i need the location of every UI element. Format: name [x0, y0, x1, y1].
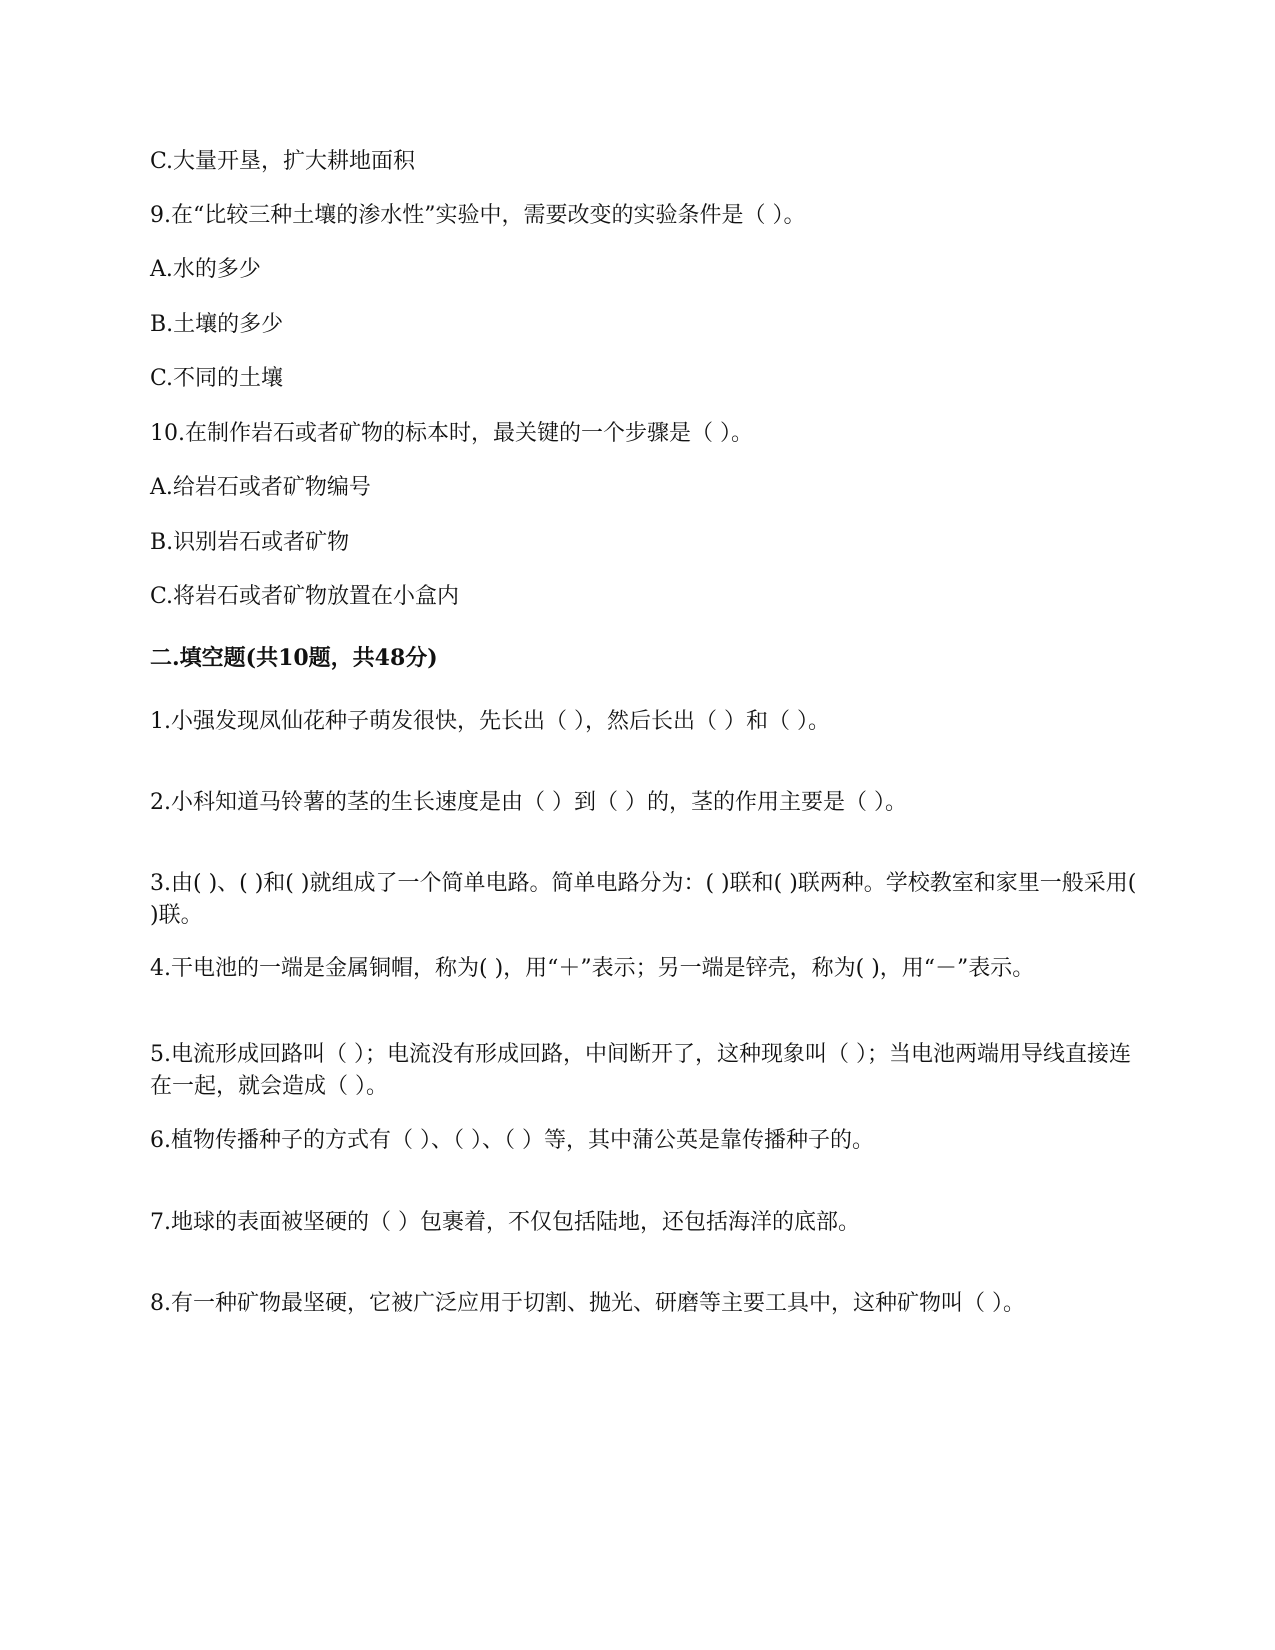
fill-q5: 5.电流形成回路叫（ ）；电流没有形成回路，中间断开了，这种现象叫（ ）；当电池两端用导线直接连在一起，就会造成（ ）。	[150, 1042, 1131, 1099]
q9-stem: 9.在“比较三种土壤的渗水性”实验中，需要改变的实验条件是（ ）。	[150, 203, 806, 228]
fill-q1: 1.小强发现凤仙花种子萌发很快，先长出（ ），然后长出（ ）和（ ）。	[150, 709, 830, 734]
q10-option-a: A.给岩石或者矿物编号	[150, 475, 371, 500]
fill-q6: 6.植物传播种子的方式有（ ）、（ ）、（ ）等，其中蒲公英是靠传播种子的。	[150, 1128, 874, 1153]
q10-option-c: C.将岩石或者矿物放置在小盒内	[150, 584, 460, 609]
fill-q8: 8.有一种矿物最坚硬，它被广泛应用于切割、抛光、研磨等主要工具中，这种矿物叫（ ）。	[150, 1291, 1025, 1316]
fill-q7: 7.地球的表面被坚硬的（ ）包裹着，不仅包括陆地，还包括海洋的底部。	[150, 1210, 860, 1235]
section-heading: 二.填空题(共10题，共48分)	[150, 645, 438, 671]
q9-option-b: B.土壤的多少	[150, 312, 284, 337]
q10-option-b: B.识别岩石或者矿物	[150, 530, 350, 555]
q10-stem: 10.在制作岩石或者矿物的标本时，最关键的一个步骤是（ ）。	[150, 421, 753, 446]
q8-option-c: C.大量开垦，扩大耕地面积	[150, 149, 416, 174]
fill-q2: 2.小科知道马铃薯的茎的生长速度是由（ ）到（ ）的，茎的作用主要是（ ）。	[150, 790, 907, 815]
q9-option-c: C.不同的土壤	[150, 366, 284, 391]
q9-option-a: A.水的多少	[150, 257, 261, 282]
fill-q4: 4.干电池的一端是金属铜帽，称为( )，用“＋”表示；另一端是锌壳，称为( )，用“－”表示。	[150, 956, 1035, 981]
fill-q3: 3.由( )、( )和( )就组成了一个简单电路。简单电路分为：( )联和( )联两种。学校教室和家里一般采用( )联。	[150, 871, 1137, 928]
